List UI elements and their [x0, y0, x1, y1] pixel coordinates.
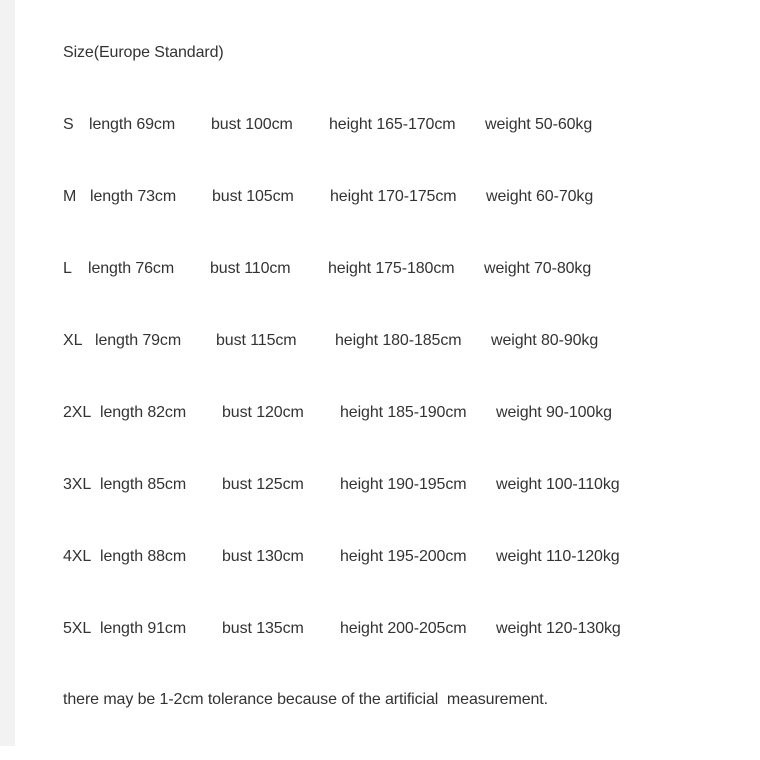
length-value: length 73cm — [90, 188, 177, 205]
height-value: height 200-205cm — [340, 620, 467, 637]
length-value: length 88cm — [100, 548, 187, 565]
height-value: height 165-170cm — [329, 116, 456, 133]
size-label: 5XL — [63, 620, 92, 637]
weight-value: weight 50-60kg — [485, 116, 593, 133]
length-value: length 79cm — [95, 332, 182, 349]
size-row — [63, 259, 592, 279]
bust-value: bust 110cm — [210, 260, 291, 277]
size-row — [63, 475, 620, 495]
size-label: 4XL — [63, 548, 92, 565]
size-row — [63, 331, 599, 351]
size-label: XL — [63, 332, 83, 349]
size-chart-title: Size(Europe Standard) — [63, 44, 224, 61]
size-label: M — [63, 188, 77, 205]
bust-value: bust 100cm — [211, 116, 293, 133]
height-value: height 180-185cm — [335, 332, 462, 349]
bust-value: bust 135cm — [222, 620, 304, 637]
size-label: 3XL — [63, 476, 92, 493]
bust-value: bust 115cm — [216, 332, 297, 349]
length-value: length 76cm — [88, 260, 175, 277]
weight-value: weight 70-80kg — [484, 260, 592, 277]
bust-value: bust 105cm — [212, 188, 294, 205]
length-value: length 82cm — [100, 404, 187, 421]
height-value: height 170-175cm — [330, 188, 457, 205]
bust-value: bust 130cm — [222, 548, 304, 565]
length-value: length 69cm — [89, 116, 176, 133]
weight-value: weight 60-70kg — [486, 188, 594, 205]
left-border-strip — [0, 0, 15, 746]
length-value: length 85cm — [100, 476, 187, 493]
size-row — [63, 619, 621, 639]
weight-value: weight 80-90kg — [491, 332, 599, 349]
weight-value: weight 120-130kg — [496, 620, 621, 637]
size-row — [63, 403, 612, 423]
weight-value: weight 90-100kg — [496, 404, 612, 421]
height-value: height 185-190cm — [340, 404, 467, 421]
height-value: height 175-180cm — [328, 260, 455, 277]
height-value: height 195-200cm — [340, 548, 467, 565]
tolerance-note: there may be 1-2cm tolerance because of the artificial measurement. — [63, 691, 548, 708]
weight-value: weight 100-110kg — [496, 476, 620, 493]
size-row — [63, 187, 594, 207]
bust-value: bust 120cm — [222, 404, 304, 421]
height-value: height 190-195cm — [340, 476, 467, 493]
size-label: L — [63, 260, 72, 277]
bust-value: bust 125cm — [222, 476, 304, 493]
size-row — [63, 547, 620, 567]
size-label: S — [63, 116, 74, 133]
size-label: 2XL — [63, 404, 92, 421]
size-row — [63, 115, 593, 135]
weight-value: weight 110-120kg — [496, 548, 620, 565]
length-value: length 91cm — [100, 620, 187, 637]
